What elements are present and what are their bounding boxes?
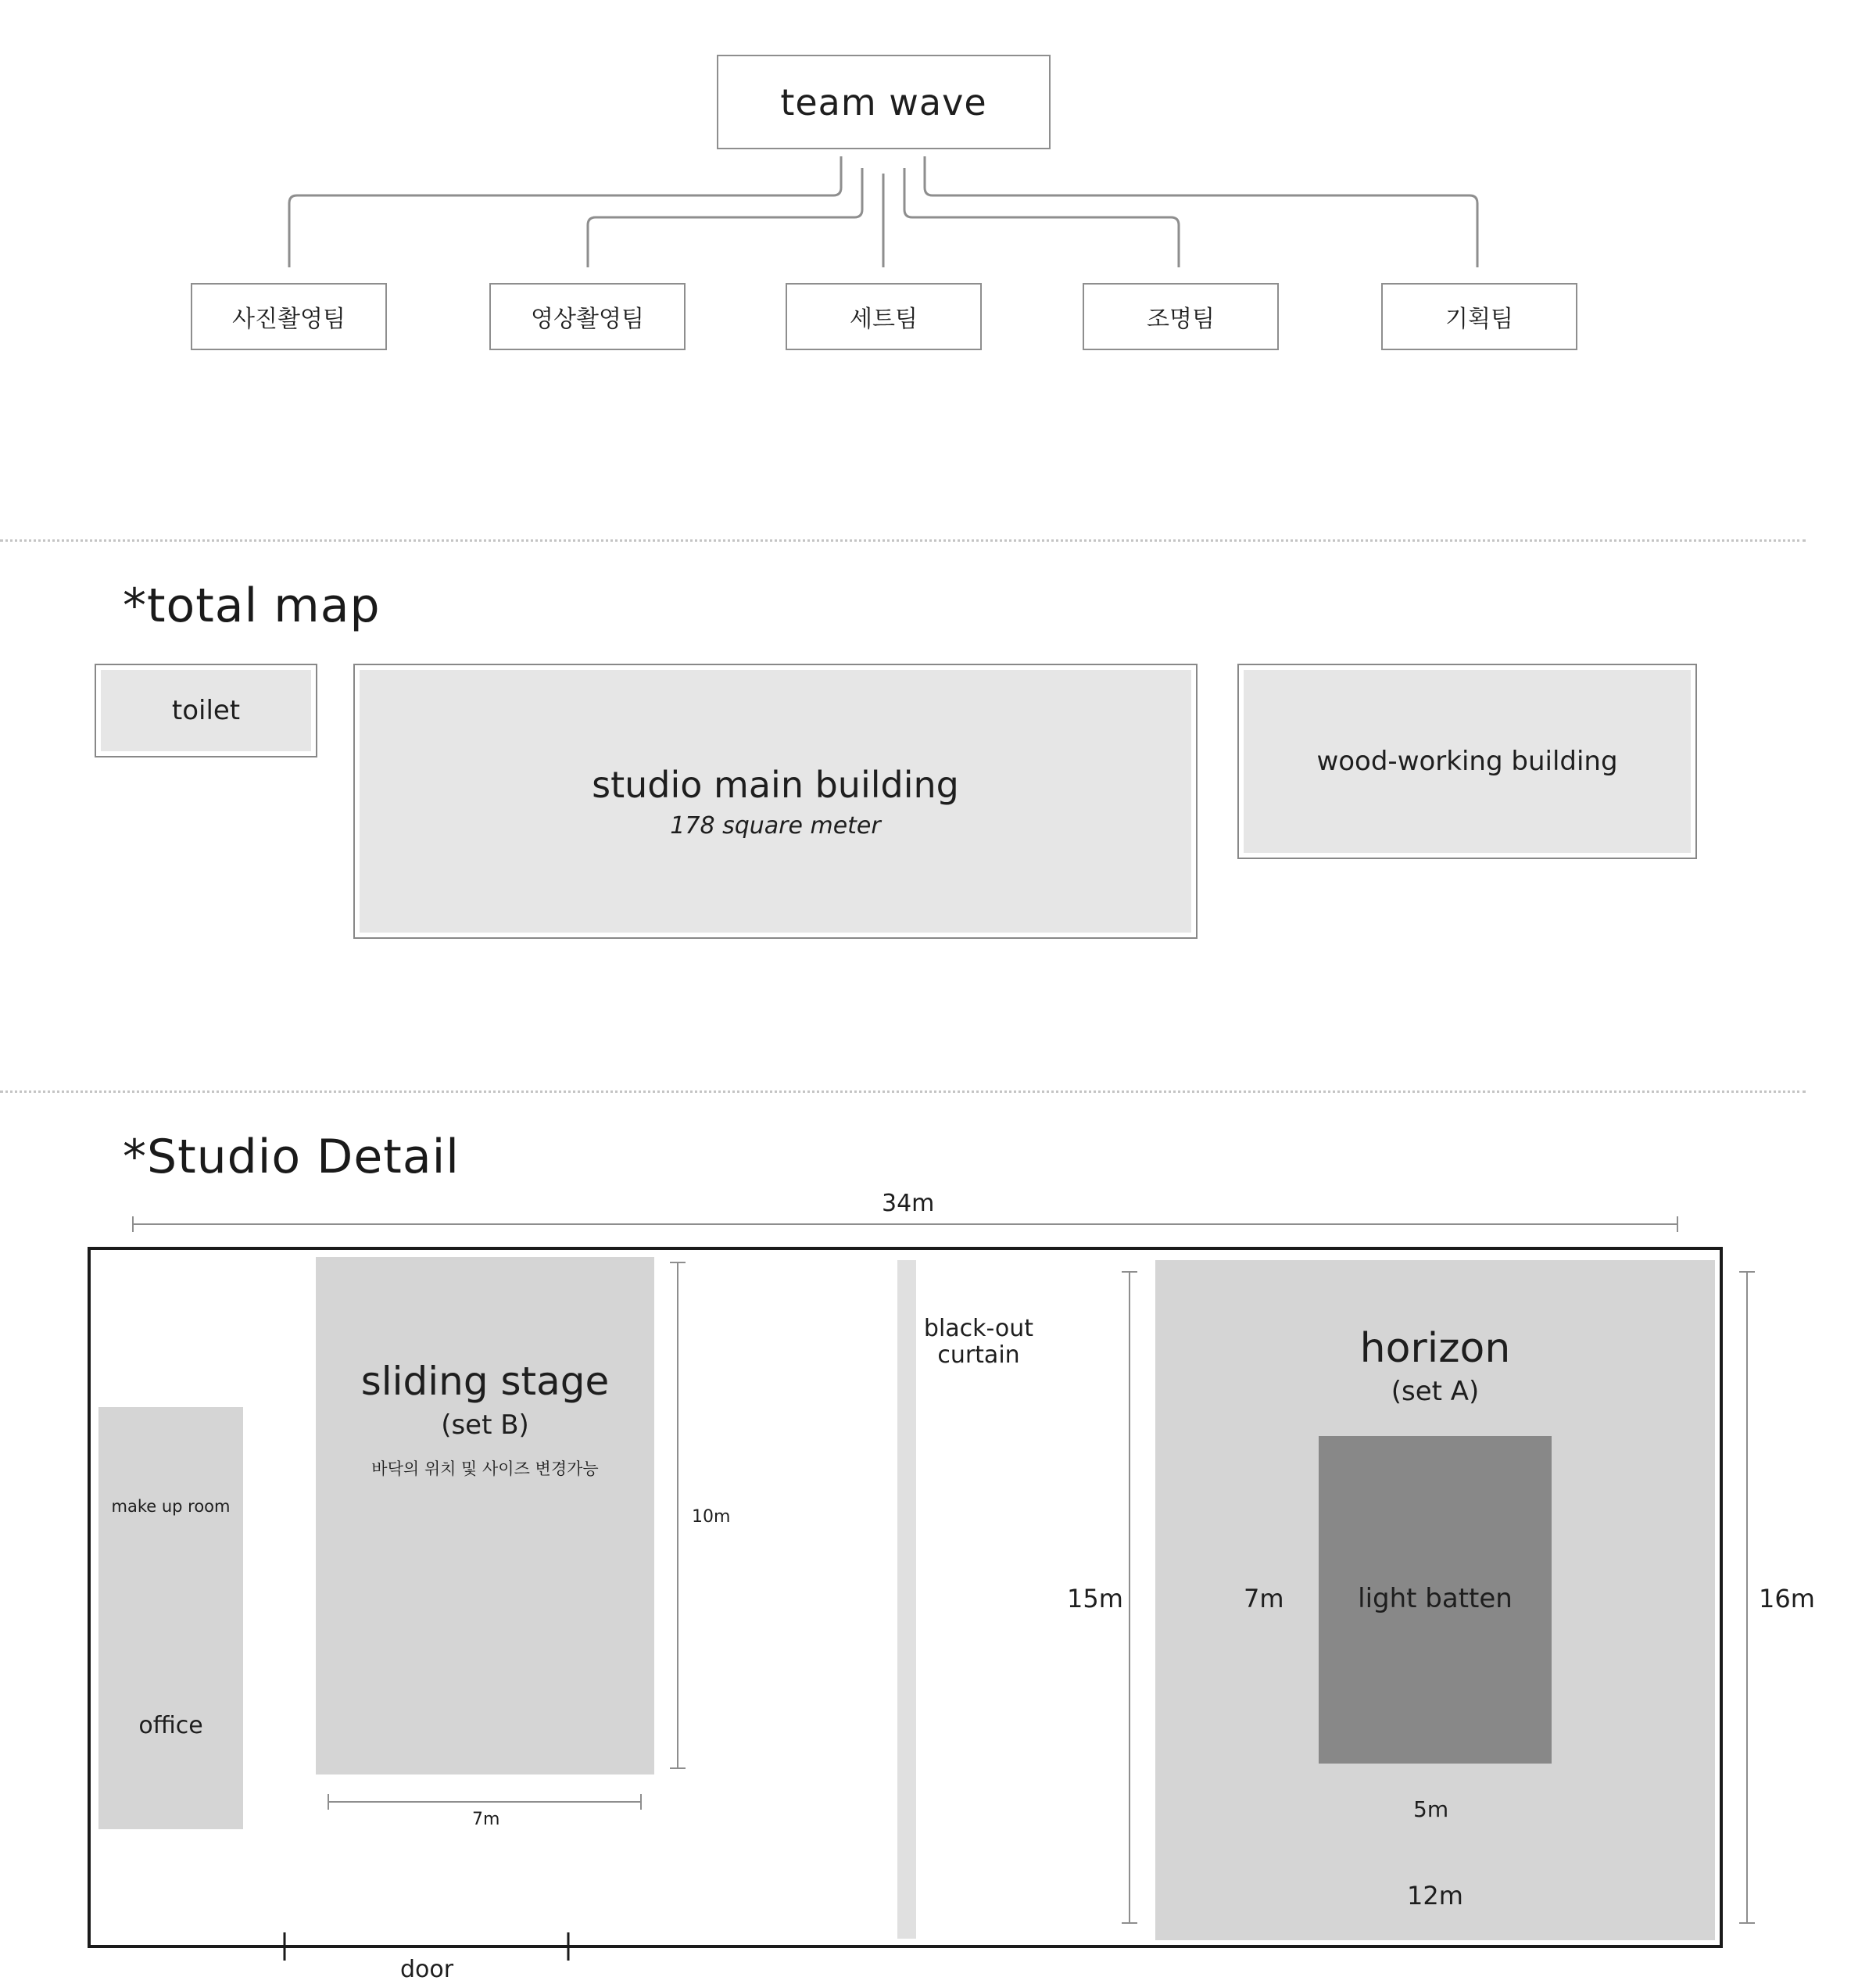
dim-10m [670,1262,686,1768]
team-label: 사진촬영팀 [232,306,345,333]
main-building-area: 178 square meter [670,811,881,840]
stage-width-label: 7m [472,1810,500,1829]
light-batten-label: light batten [1358,1583,1513,1614]
curtain-label [908,1316,1049,1369]
team-label: 기획팀 [1445,306,1513,333]
batten-height-label: 7m [1244,1584,1284,1613]
team-node-set [786,283,982,350]
wood-building-fill [1244,670,1691,853]
main-building-label: studio main building [592,763,959,806]
team-node-lighting [1083,283,1279,350]
wood-working-building [1237,664,1697,859]
team-node-photo [191,283,387,350]
sliding-stage-label: sliding stage [360,1359,610,1404]
dim-15m [1122,1272,1137,1923]
total-map-title: *total map [123,578,381,633]
root-node-team-wave [717,55,1051,149]
stage-height-label: 10m [692,1507,731,1527]
toilet-fill [101,670,311,751]
office-block [98,1407,243,1829]
studio-detail-title: *Studio Detail [123,1130,460,1184]
makeup-room-label: make up room [111,1497,231,1516]
main-building-fill [360,670,1191,933]
overall-width-label: 34m [882,1190,935,1217]
horizon-label: horizon [1359,1325,1511,1372]
sliding-stage-note: 바닥의 위치 및 사이즈 변경가능 [371,1459,599,1478]
team-label: 세트팀 [850,306,918,333]
horizon-width-label: 12m [1407,1881,1463,1911]
main-building [353,664,1198,939]
org-connectors [289,156,1477,267]
door-label: door [400,1956,454,1983]
dim-34m [133,1216,1677,1232]
sliding-stage-block [316,1257,654,1774]
root-label: team wave [780,81,987,124]
curtain-label-line2: curtain [937,1341,1020,1369]
dim-16m [1739,1272,1755,1923]
section-divider [0,1090,1806,1093]
toilet-building [95,664,317,757]
horizon-depth-label: 15m [1067,1584,1123,1613]
office-label: office [138,1712,203,1739]
overall-height-label: 16m [1759,1584,1815,1613]
section-divider [0,539,1806,542]
team-label: 영상촬영팀 [531,306,644,333]
team-node-video [489,283,686,350]
toilet-label: toilet [171,695,241,726]
team-label: 조명팀 [1147,306,1215,333]
batten-width-label: 5m [1413,1796,1449,1822]
wood-building-label: wood-working building [1316,746,1618,777]
dim-7m-stage [328,1794,641,1810]
curtain-label-line1: black-out [923,1315,1034,1342]
team-node-planning [1381,283,1577,350]
horizon-set: (set A) [1391,1376,1480,1407]
sliding-stage-set: (set B) [441,1409,529,1441]
